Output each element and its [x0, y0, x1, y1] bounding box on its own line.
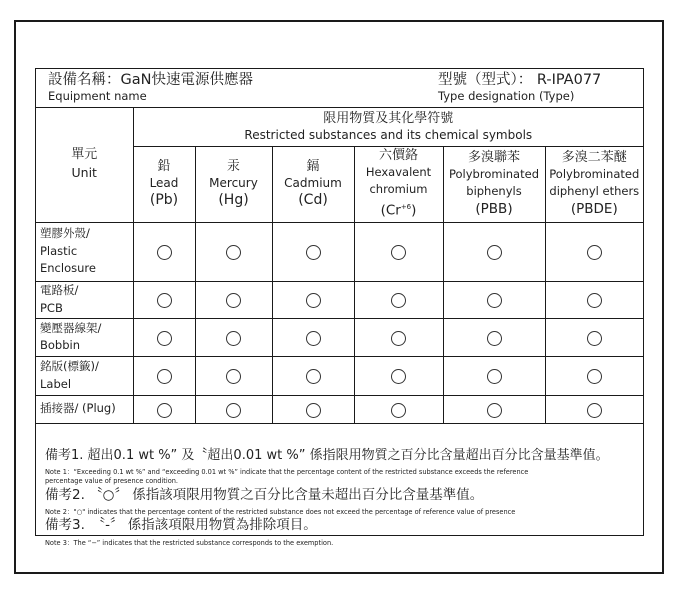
symbol-base: (Cr	[380, 202, 401, 219]
row-label-zh: 變壓器線架/	[40, 320, 102, 335]
restricted-zh: 限用物質及其化學符號	[323, 110, 454, 126]
substance-en: biphenyls	[466, 184, 522, 198]
restricted-en: Restricted substances and its chemical symbols	[244, 127, 533, 142]
circle-mark-icon	[306, 369, 321, 384]
cell-value	[354, 318, 443, 356]
type-designation-en: Type designation (Type)	[438, 89, 575, 103]
cell-value	[272, 395, 354, 423]
symbol-end: )	[411, 202, 417, 219]
substance-symbol: (Cd)	[298, 192, 328, 208]
row-label-zh: 塑膠外殼/	[40, 226, 90, 241]
table-row	[36, 356, 643, 395]
cell-value	[272, 281, 354, 318]
substance-en: diphenyl ethers	[549, 184, 640, 198]
substance-cadmium	[272, 146, 354, 222]
circle-mark-icon	[587, 245, 602, 260]
unit-en: Unit	[71, 165, 97, 181]
circle-mark-icon	[391, 293, 406, 308]
cell-value	[545, 281, 643, 318]
restricted-header-row	[36, 107, 643, 146]
table-row	[36, 318, 643, 356]
note1-zh: 備考1. 超出0.1 wt %” 及〝超出0.01 wt %” 係指限用物質之百分比含量超出百分比含量基準值。	[45, 448, 609, 463]
cell-value	[354, 222, 443, 281]
substance-zh: 鎘	[306, 159, 320, 174]
circle-mark-icon	[587, 369, 602, 384]
substance-symbol	[355, 198, 443, 221]
row-label-en: PCB	[40, 300, 63, 315]
note2-en: Note 2："○" indicates that the percentage content of the restricted substance does not exceed the percentage of reference value of presence	[45, 508, 516, 516]
circle-mark-icon	[306, 245, 321, 260]
substance-en: Polybrominated	[549, 167, 640, 181]
substance-pbde	[545, 146, 643, 222]
circle-mark-icon	[306, 403, 321, 418]
note3-en: Note 3：The “−” indicates that the restricted substance corresponds to the exemption.	[45, 539, 334, 547]
circle-mark-icon	[391, 369, 406, 384]
substance-zh: 多溴二苯醚	[561, 150, 627, 165]
equipment-name-en: Equipment name	[48, 89, 147, 103]
cell-value	[133, 281, 195, 318]
circle-mark-icon	[226, 293, 241, 308]
cell-value	[545, 356, 643, 395]
circle-mark-icon	[157, 245, 172, 260]
circle-mark-icon	[487, 369, 502, 384]
substance-en: Hexavalent	[365, 165, 432, 180]
symbol-superscript: +6	[400, 203, 412, 212]
cell-value	[133, 395, 195, 423]
cell-value	[354, 356, 443, 395]
row-label-en: Plastic	[40, 243, 78, 258]
substance-symbol: (PBB)	[475, 201, 513, 217]
note3-zh: 備考3. 〝-〞 係指該項限用物質為排除項目。	[45, 517, 317, 533]
row-label-zh: 插接器/ (Plug)	[40, 401, 116, 416]
unit-zh: 單元	[71, 147, 98, 163]
unit-header	[36, 107, 133, 222]
cell-value	[354, 281, 443, 318]
circle-mark-icon	[226, 369, 241, 384]
circle-mark-icon	[391, 403, 406, 418]
substance-en: Mercury	[209, 176, 258, 190]
cell-value	[195, 395, 272, 423]
note1-en-line2: percentage value of presence condition.	[45, 477, 179, 485]
substance-en: chromium	[369, 182, 428, 197]
substance-en: Cadmium	[284, 176, 342, 190]
row-label-pcb	[36, 281, 133, 318]
substance-zh: 六價鉻	[378, 148, 418, 164]
cell-value	[133, 356, 195, 395]
circle-mark-icon	[157, 369, 172, 384]
substance-zh: 多溴聯苯	[467, 150, 520, 165]
cell-value	[195, 318, 272, 356]
row-label-zh: 電路板/	[40, 283, 79, 297]
cell-value	[272, 318, 354, 356]
note1-en-line1: Note 1：“Exceeding 0.1 wt %” and “exceeding 0.01 wt %” indicate that the percentage content of the restricted substance exceeds the reference	[45, 468, 529, 476]
substance-mercury	[195, 146, 272, 222]
circle-mark-icon	[157, 403, 172, 418]
circle-mark-icon	[587, 331, 602, 346]
row-label-zh: 銘版(標籤)/	[40, 359, 99, 373]
row-label-en: Enclosure	[40, 261, 96, 276]
note2-zh: 備考2. 〝○〞 係指該項限用物質之百分比含量未超出百分比含量基準值。	[45, 487, 484, 503]
cell-value	[443, 318, 545, 356]
substance-pbb	[443, 146, 545, 222]
cell-value	[133, 318, 195, 356]
circle-mark-icon	[587, 403, 602, 418]
cell-value	[272, 356, 354, 395]
table-row	[36, 395, 643, 423]
table-row	[36, 281, 643, 318]
row-label-bobbin	[36, 318, 133, 356]
circle-mark-icon	[487, 293, 502, 308]
cell-value	[133, 222, 195, 281]
circle-mark-icon	[487, 245, 502, 260]
circle-mark-icon	[487, 331, 502, 346]
cell-value	[443, 356, 545, 395]
rohs-declaration-document	[35, 68, 644, 547]
cell-value	[545, 222, 643, 281]
cell-value	[195, 356, 272, 395]
substance-symbol: (Hg)	[218, 192, 249, 208]
circle-mark-icon	[157, 293, 172, 308]
substance-en: Lead	[149, 176, 179, 190]
cell-value	[195, 281, 272, 318]
substance-symbol: (Pb)	[149, 192, 179, 208]
substance-zh: 汞	[226, 159, 240, 174]
cell-value	[195, 222, 272, 281]
table-row	[36, 222, 643, 281]
cell-value	[443, 281, 545, 318]
restricted-substances-header	[133, 107, 643, 146]
cell-value	[545, 318, 643, 356]
row-label-plug	[36, 395, 133, 423]
circle-mark-icon	[587, 293, 602, 308]
substance-symbol: (PBDE)	[570, 201, 618, 217]
cell-value	[443, 395, 545, 423]
circle-mark-icon	[487, 403, 502, 418]
substance-lead	[133, 146, 195, 222]
cell-value	[545, 395, 643, 423]
circle-mark-icon	[391, 245, 406, 260]
row-label-en: Bobbin	[40, 338, 81, 352]
header-row	[36, 69, 643, 108]
cell-value	[443, 222, 545, 281]
type-designation	[438, 71, 601, 103]
substance-en: Polybrominated	[449, 167, 539, 181]
circle-mark-icon	[226, 245, 241, 260]
substance-hexavalent-chromium	[354, 146, 443, 222]
circle-mark-icon	[226, 403, 241, 418]
circle-mark-icon	[226, 331, 241, 346]
equipment-name-zh: 設備名稱：GaN快速電源供應器	[48, 72, 253, 88]
circle-mark-icon	[306, 331, 321, 346]
cell-value	[354, 395, 443, 423]
substances-table	[36, 107, 643, 424]
circle-mark-icon	[306, 293, 321, 308]
row-label-en: Label	[40, 376, 72, 391]
row-label-label	[36, 356, 133, 395]
cell-value	[272, 222, 354, 281]
circle-mark-icon	[391, 331, 406, 346]
equipment-name	[48, 71, 253, 103]
type-designation-zh: 型號（型式）： R-IPA077	[438, 72, 602, 88]
circle-mark-icon	[157, 331, 172, 346]
row-label-plastic-enclosure	[36, 222, 133, 281]
substance-zh: 鉛	[157, 159, 171, 174]
